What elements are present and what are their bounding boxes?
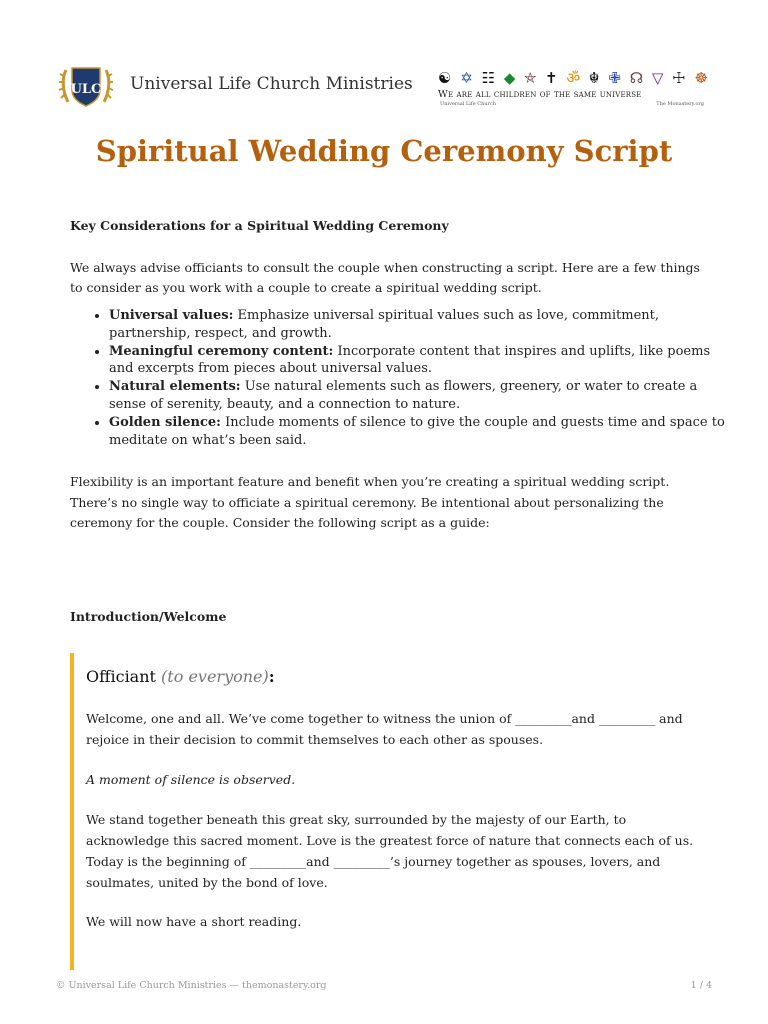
- officiant-script-block: [70, 653, 710, 970]
- religious-symbol-icon: ✙: [608, 69, 621, 87]
- key-considerations-intro: We always advise officiants to consult the couple when constructing a script. Here are a few things to consider as you work with a couple to create a spiritual wedding script.: [70, 260, 700, 295]
- bullet-term: Universal values:: [109, 308, 234, 323]
- religious-symbol-icon: ✡: [460, 69, 473, 87]
- page-title: Spiritual Wedding Ceremony Script: [95, 134, 673, 168]
- religious-symbol-icon: ✝: [545, 69, 558, 87]
- speaker-note: (to everyone): [161, 667, 269, 686]
- logo-monogram: ULC: [70, 82, 102, 97]
- bullet-term: Golden silence:: [109, 414, 221, 430]
- religious-symbol-icon: ⛤: [524, 69, 537, 87]
- script-paragraph: We will now have a short reading.: [86, 914, 302, 929]
- religions-banner: [438, 68, 708, 108]
- list-item: [109, 343, 727, 379]
- footer-copyright: © Universal Life Church Ministries — themonastery.org: [56, 980, 327, 991]
- religious-symbol-icon: ◆: [503, 69, 516, 87]
- ulc-shield-icon: [58, 64, 114, 108]
- speaker-name: Officiant: [86, 667, 156, 686]
- stage-direction: A moment of silence is observed.: [86, 772, 296, 787]
- religious-symbol-icon: ☷: [481, 69, 496, 87]
- list-item: [109, 378, 727, 414]
- flexibility-paragraph: Flexibility is an important feature and benefit when you’re creating a spiritual wedding script. There’s no single way to officiate a spiritual ceremony. Be intentional about personalizing the ceremony for the couple. Consider the following script as a guide:: [70, 474, 670, 530]
- tagline: We are all children of the same universe: [438, 89, 642, 100]
- list-item: [109, 307, 727, 343]
- bullet-term: Meaningful ceremony content:: [109, 343, 334, 359]
- key-considerations-heading: Key Considerations for a Spiritual Wedding Ceremony: [70, 218, 449, 233]
- list-item: [109, 414, 727, 450]
- tagline-sub-left: Universal Life Church: [440, 101, 496, 107]
- bullet-text: Use natural elements such as flowers, greenery, or water to create a sense of serenity, beauty, and a connection to nature.: [109, 379, 698, 412]
- bullet-term: Natural elements:: [109, 379, 241, 395]
- script-paragraph: We stand together beneath this great sky, surrounded by the majesty of our Earth, to acknowledge this sacred moment. Love is the greatest force of nature that connects each of us. Today is the beginning of _________and _________’s journey together as spouses, lovers, and soulmates, united by the bond of love.: [86, 812, 694, 890]
- religious-symbol-icon: ☬: [588, 69, 600, 87]
- religious-symbol-icon: ▽: [651, 69, 664, 87]
- religious-symbol-icon: ☸: [694, 69, 708, 87]
- page-header: [58, 64, 708, 108]
- introduction-heading: Introduction/Welcome: [70, 609, 227, 624]
- page-number: 1 / 4: [690, 980, 712, 991]
- ulc-logo: [58, 64, 114, 108]
- bullet-text: Incorporate content that inspires and uplifts, like poems and excerpts from pieces about universal values.: [109, 343, 711, 377]
- tagline-sub-right: The Monastery.org: [656, 101, 704, 107]
- script-paragraph: Welcome, one and all. We’ve come together to witness the union of _________and _________ and rejoice in their decision to commit themselves to each other as spouses.: [86, 711, 683, 747]
- speaker-line: [86, 667, 275, 686]
- religious-symbol-icon: ☊: [629, 69, 644, 87]
- religious-symbol-icon: ☩: [672, 69, 686, 87]
- religious-symbol-icon: ॐ: [566, 69, 581, 87]
- religious-symbols-row: [438, 68, 708, 88]
- bullet-text: Emphasize universal spiritual values such as love, commitment, partnership, respect, and growth.: [109, 308, 659, 341]
- org-name: Universal Life Church Ministries: [130, 74, 413, 94]
- religious-symbol-icon: ☯: [438, 69, 452, 87]
- bullet-text: Include moments of silence to give the couple and guests time and space to meditate on what’s been said.: [109, 414, 725, 448]
- speaker-colon: :: [268, 667, 275, 686]
- considerations-list: [92, 307, 727, 449]
- accent-bar: [70, 653, 74, 970]
